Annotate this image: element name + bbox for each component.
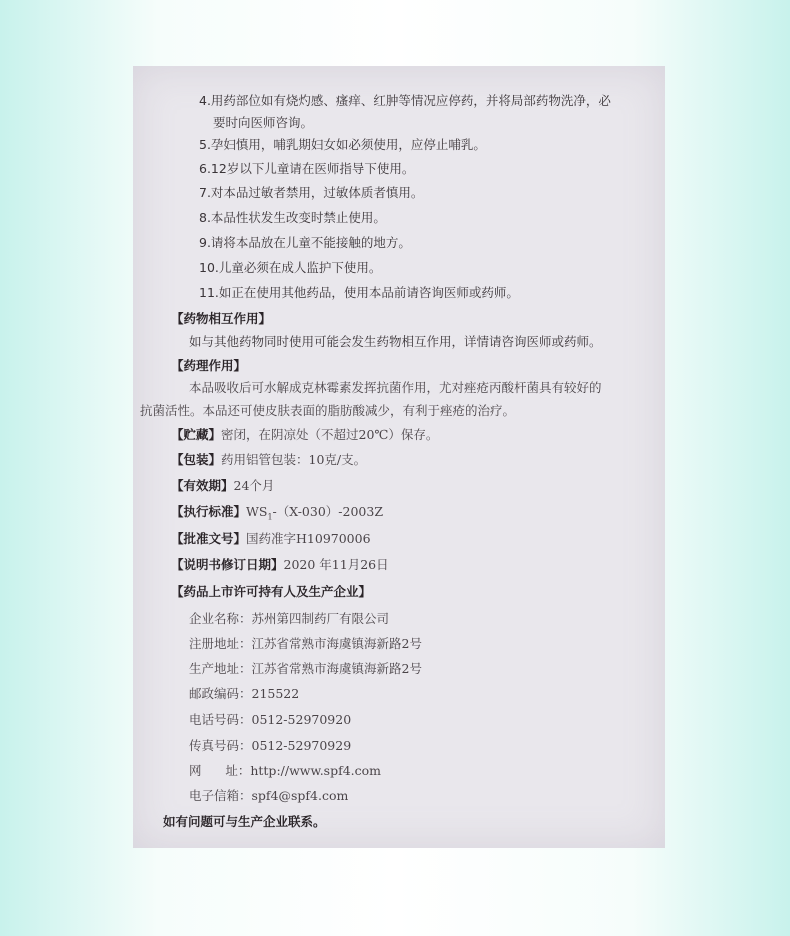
standard-value-pre: WS	[246, 504, 268, 519]
precaution-9: 9.请将本品放在儿童不能接触的地方。	[199, 235, 411, 250]
package-value: 药用铝管包装：10克/支。	[221, 452, 367, 467]
company-website: 网 址：http://www.spf4.com	[189, 763, 382, 778]
standard-value-sub: 1	[267, 512, 273, 522]
standard-row	[171, 504, 383, 520]
validity-value: 24个月	[233, 478, 275, 493]
interaction-heading: 【药物相互作用】	[171, 311, 272, 326]
package-label: 【包装】	[171, 452, 222, 467]
storage-label: 【贮藏】	[171, 427, 222, 442]
revision-row	[171, 557, 389, 573]
company-postcode: 邮政编码：215522	[189, 686, 300, 701]
standard-label: 【执行标准】	[171, 504, 247, 519]
document-page	[133, 66, 665, 848]
approval-label: 【批准文号】	[171, 531, 247, 546]
precaution-5: 5.孕妇慎用，哺乳期妇女如必须使用，应停止哺乳。	[199, 137, 486, 152]
company-fax: 传真号码：0512-52970929	[189, 738, 352, 753]
company-prod-address: 生产地址：江苏省常熟市海虞镇海新路2号	[189, 661, 422, 676]
approval-value: 国药准字H10970006	[246, 531, 371, 546]
revision-value: 2020 年11月26日	[283, 557, 389, 572]
precaution-7: 7.对本品过敏者禁用，过敏体质者慎用。	[199, 185, 424, 200]
standard-value-post: -（X-030）-2003Z	[272, 504, 384, 519]
company-heading: 【药品上市许可持有人及生产企业】	[171, 584, 372, 599]
storage-value: 密闭，在阴凉处（不超过20℃）保存。	[221, 427, 439, 442]
pharmacology-line-2: 抗菌活性。本品还可使皮肤表面的脂肪酸减少，有利于痤疮的治疗。	[140, 403, 516, 418]
storage-row	[171, 427, 438, 443]
footer-note: 如有问题可与生产企业联系。	[163, 814, 326, 829]
company-phone: 电话号码：0512-52970920	[189, 712, 352, 727]
package-row	[171, 452, 366, 468]
precaution-6: 6.12岁以下儿童请在医师指导下使用。	[199, 161, 415, 176]
company-name: 企业名称：苏州第四制药厂有限公司	[189, 611, 390, 626]
company-email: 电子信箱：spf4@spf4.com	[189, 788, 349, 803]
approval-row	[171, 531, 371, 547]
precaution-8: 8.本品性状发生改变时禁止使用。	[199, 210, 386, 225]
validity-row	[171, 478, 274, 494]
precaution-10: 10.儿童必须在成人监护下使用。	[199, 260, 382, 275]
precaution-11: 11.如正在使用其他药品，使用本品前请咨询医师或药师。	[199, 285, 519, 300]
validity-label: 【有效期】	[171, 478, 234, 493]
precaution-4: 4.用药部位如有烧灼感、瘙痒、红肿等情况应停药，并将局部药物洗净，必	[199, 93, 611, 108]
precaution-4-cont: 要时向医师咨询。	[213, 115, 314, 130]
interaction-text: 如与其他药物同时使用可能会发生药物相互作用，详情请咨询医师或药师。	[189, 334, 602, 349]
pharmacology-line-1: 本品吸收后可水解成克林霉素发挥抗菌作用，尤对痤疮丙酸杆菌具有较好的	[189, 380, 602, 395]
pharmacology-heading: 【药理作用】	[171, 358, 247, 373]
revision-label: 【说明书修订日期】	[171, 557, 284, 572]
company-reg-address: 注册地址：江苏省常熟市海虞镇海新路2号	[189, 636, 422, 651]
